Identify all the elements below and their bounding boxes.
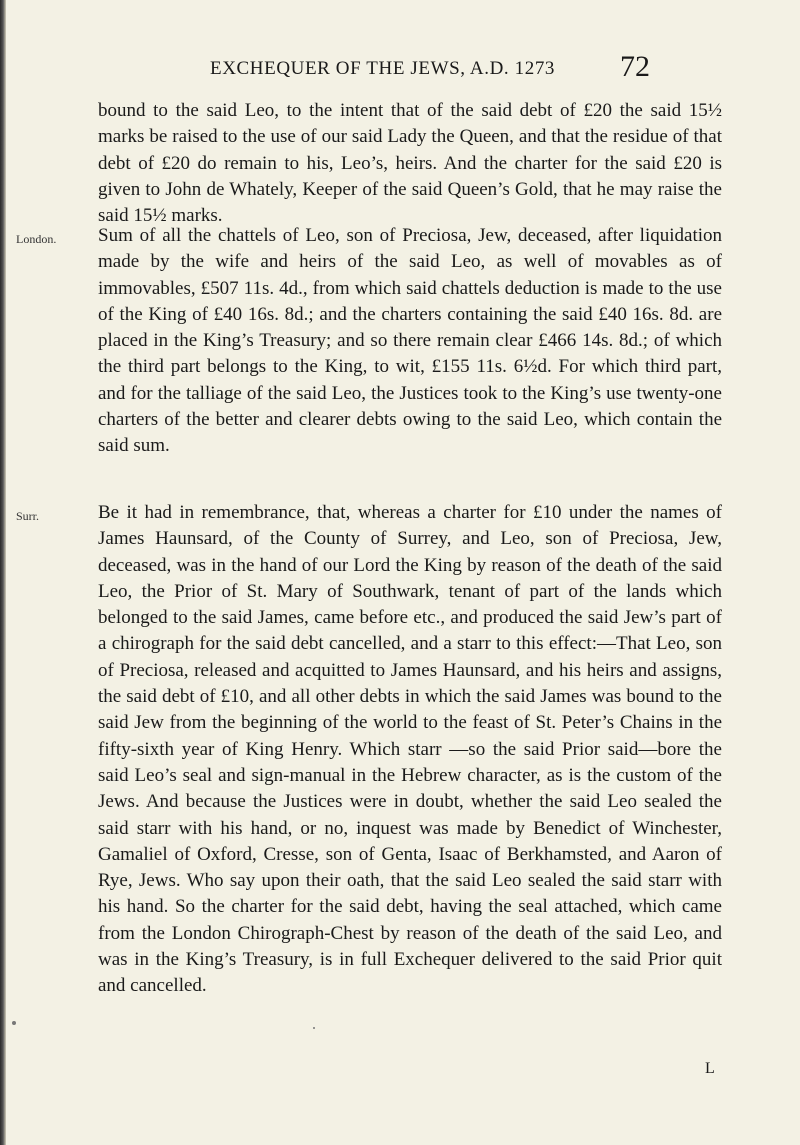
running-title: EXCHEQUER OF THE JEWS, A.D. 1273 (210, 58, 556, 79)
margin-note-london: London. (16, 232, 57, 246)
signature-mark: L (705, 1060, 715, 1077)
paragraph-chattels-of-leo: Sum of all the chattels of Leo, son of Preciosa, Jew, deceased, after liquidation made by the wife and heirs of the said Leo, as well of movables as of immovables, £507 11s. 4d., from which said chattels deduction is made to the use of the King of £40 16s. 8d.; and the charters containing the said £40 16s. 8d. are placed in the King’s Treasury; and so there remain clear £466 14s. 8d.; of which the third part belongs to the King, to wit, £155 11s. 6½d. For which third part, and for the talliage of the said Leo, the Justices took to the King’s use twenty-one charters of the better and clearer debts owing to the said Leo, which contain the said sum. (98, 225, 722, 457)
paragraph-charter-queens-gold: bound to the said Leo, to the intent that of the said debt of £20 the said 15½ marks be raised to the use of our said Lady the Queen, and that the residue of that debt of £20 do remain to his, Leo’s, heirs. And the charter for the said £20 is given to John de Whately, Keeper of the said Queen’s Gold, that he may raise the said 15½ marks. (98, 100, 722, 227)
paragraph-remembrance-starr: Be it had in remembrance, that, whereas a charter for £10 under the names of James Haunsard, of the County of Surrey, and Leo, son of Preciosa, Jew, deceased, was in the hand of our Lord the King by reason of the death of the said Leo, the Prior of St. Mary of Southwark, tenant of part of the lands which belonged to the said James, came before etc., and produced the said Jew’s part of a chirograph for the said debt cancelled, and a starr to this effect:—That Leo, son of Preciosa, released and acquitted to James Haunsard, and his heirs and assigns, the said debt of £10, and all other debts in which the said James was bound to the said Jew from the beginning of the world to the feast of St. Peter’s Chains in the fifty-sixth year of King Henry. Which starr —so the said Prior said—bore the said Leo’s seal and sign-manual in the Hebrew character, as is the custom of the Jews. And because the Justices were in doubt, whether the said Leo sealed the said starr with his hand, or no, inquest was made by Benedict of Winchester, Gamaliel of Oxford, Cresse, son of Genta, Isaac of Berkhamsted, and Aaron of Rye, Jews. Who say upon their oath, that the said Leo sealed the said starr with his hand. So the charter for the said debt, having the seal attached, which came from the London Chirograph-Chest by reason of the death of the said Leo, and was in the King’s Treasury, is in full Exchequer delivered to the said Prior quit and cancelled. (98, 502, 722, 997)
page-number: 72 (620, 50, 650, 83)
margin-note-surrey: Surr. (16, 509, 40, 523)
ink-speck (313, 1027, 315, 1029)
page-binding-edge (0, 0, 6, 1145)
running-head (0, 50, 800, 88)
ink-speck (12, 1021, 16, 1025)
